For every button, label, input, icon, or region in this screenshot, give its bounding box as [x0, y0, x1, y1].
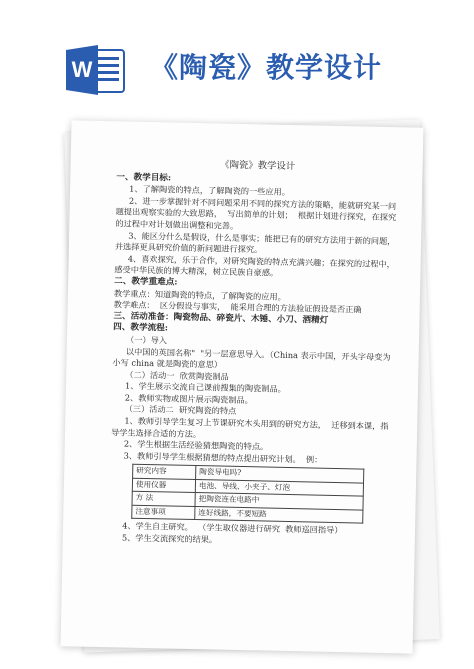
paragraph-line: 1、教师引导学生复习上节课研究木头用到的研究方法， 迁移到本课，指导学生选择合适的方法。 — [110, 415, 389, 439]
paragraph-line: （一）导入 — [125, 334, 168, 346]
document-lines-after-table — [109, 521, 391, 550]
document-title: 《陶瓷》教学设计 — [220, 159, 296, 173]
word-icon-letter: W — [71, 57, 93, 82]
word-document-icon — [64, 44, 126, 96]
section-heading: 一、教学目标: — [116, 171, 172, 184]
table-cell-value: 陶瓷导电吗? — [196, 466, 364, 483]
paragraph-line: 1、学生展示交流自己课前搜集的陶瓷制品。 — [125, 380, 286, 395]
document-content — [109, 157, 399, 549]
paragraph-line: 教学难点： 区分假设与事实， 能采用合理的方法验证假设是否正确 — [113, 299, 362, 315]
banner-title: 《陶瓷》教学设计 — [150, 51, 383, 84]
paragraph-line: （二）活动一 欣赏陶瓷制品 — [125, 369, 229, 382]
paragraph-line: 2、教师实物或图片展示陶瓷制品。 — [124, 392, 253, 406]
paragraph-line: 教学重点：知道陶瓷的特点，了解陶瓷的应用。 — [113, 287, 286, 302]
section-heading: 三、活动准备：陶瓷物品、碎瓷片、木锤、小刀、酒精灯 — [113, 311, 329, 326]
table-cell-key: 方 法 — [132, 492, 195, 507]
table-cell-value: 电池、导线、小夹子、灯泡 — [195, 479, 363, 496]
paragraph-line: 1、了解陶瓷的特点，了解陶瓷的一些应用。 — [129, 183, 291, 198]
table-cell-value: 把陶瓷连在电路中 — [195, 493, 363, 510]
paragraph-line: 3、教师引导学生根据猜想的特点提出研究计划。 例： — [123, 450, 323, 465]
table-cell-key: 研究内容 — [133, 465, 196, 480]
paragraph-line: 4、学生自主研究。 （学生取仪器进行研究 教师巡回指导） — [122, 520, 343, 536]
paragraph-line: 3、能区分什么是假设，什么是事实；能把已有的研究方法用于新的问题，并选择更具研究价值的新问题进行探究。 — [114, 230, 396, 255]
document-lines — [110, 172, 398, 468]
paragraph-line: 2、进一步掌握针对不同问题采用不同的探究方法的策略，能就研究某一问题提出观察实验的大致思路， 写出简单的计划； 根据计划进行探究，在探究的过程中对计划做出调整和完善。 — [115, 195, 397, 231]
research-plan-table — [131, 464, 364, 524]
table-cell-key: 注意事项 — [132, 505, 195, 520]
paragraph-line: 4、喜欢探究，乐于合作，对研究陶瓷的特点充满兴趣；在探究的过程中，感受中华民族的博大精深，树立民族自豪感。 — [114, 253, 396, 279]
paragraph-line: 2、学生根据生活经验猜想陶瓷的特点。 — [123, 438, 269, 452]
banner — [0, 0, 474, 125]
table-cell-value: 连好线路，不要短路 — [195, 506, 363, 523]
paragraph-line: 5、学生交流探究的结果。 — [121, 532, 218, 545]
section-heading: 二、教学重难点: — [114, 276, 178, 288]
paragraph-line: 以中国的英国名称" "另一层意思导入。（China 表示中国，开头字母变为小写 china 就是陶瓷的意思） — [112, 346, 391, 370]
table-cell-key: 使用仪器 — [132, 478, 195, 493]
paragraph-line: （三）活动二 研究陶瓷的特点 — [124, 404, 237, 417]
document-page — [61, 120, 424, 653]
section-heading: 四、教学流程: — [113, 322, 169, 334]
